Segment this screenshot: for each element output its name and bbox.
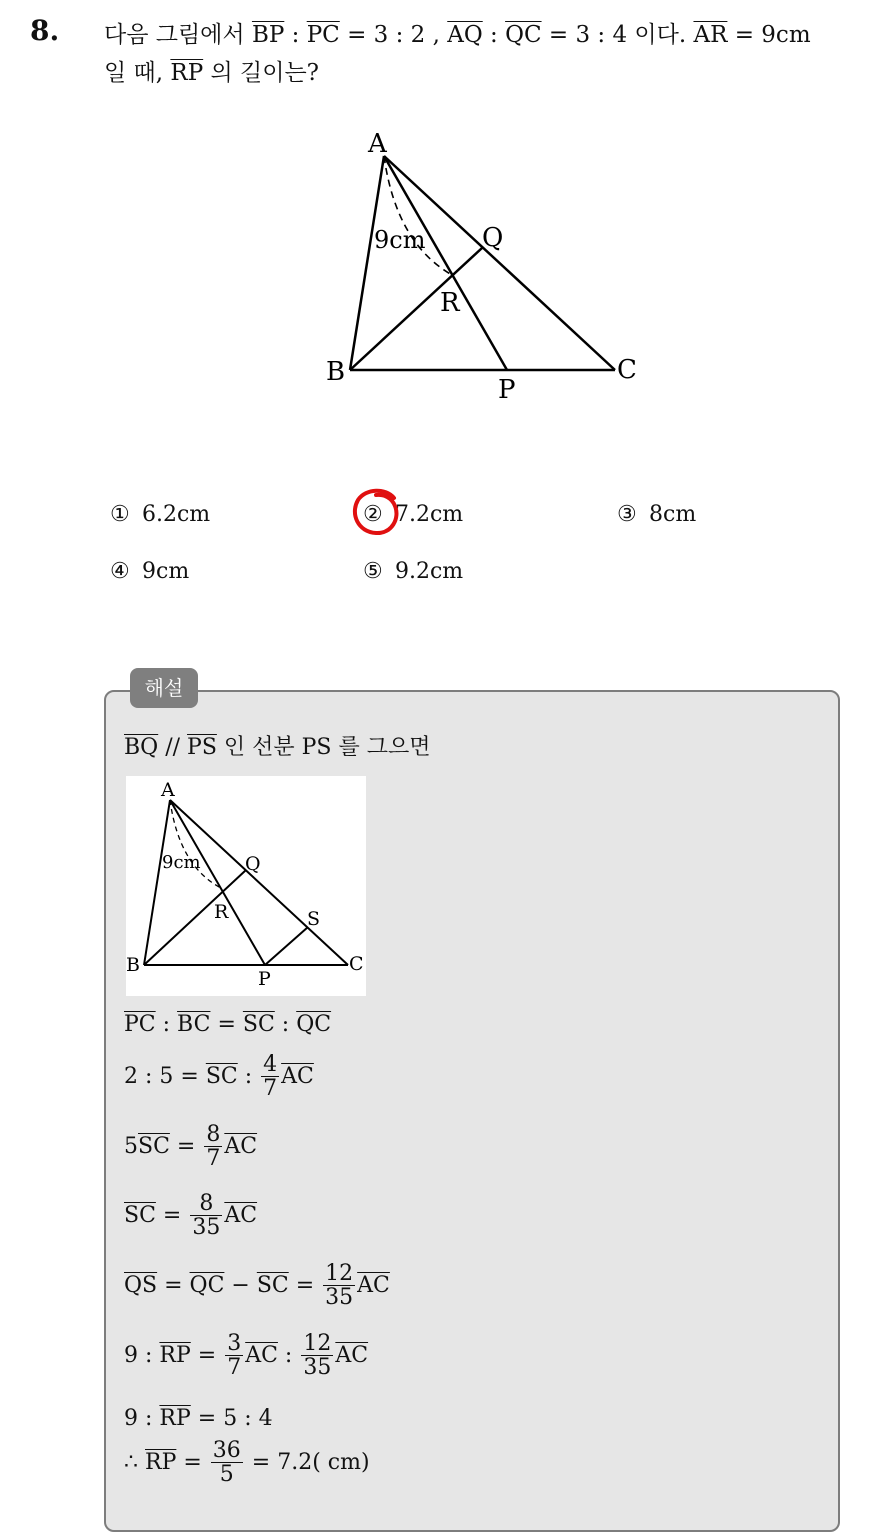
svg-text:C: C <box>349 953 364 975</box>
question-number: 8. <box>30 14 60 47</box>
question-text-line-2: 일 때, $\overline{RP}$ 의 길이는? <box>104 60 319 86</box>
svg-text:S: S <box>307 908 321 930</box>
svg-text:A: A <box>161 779 175 801</box>
choice-1[interactable]: ① 6.2cm <box>110 502 211 527</box>
solution-intro: $\overline{BQ} // \overline{PS}$ 인 선분 PS 를 그으면 <box>124 735 431 760</box>
solution-line-6: 9 : $\overline{RP}$ = $\frac{3}{7}$ $\overline{AC}$ : $\frac{12}{35}$ $\overline{AC}$ <box>124 1331 369 1380</box>
choice-2[interactable]: ② 7.2cm <box>363 502 464 527</box>
label-P: P <box>498 375 516 405</box>
choice-4[interactable]: ④ 9cm <box>110 559 190 584</box>
answer-circle-mark <box>350 486 402 538</box>
solution-line-7: 9 : $\overline{RP} = 5$ : 4 <box>124 1406 273 1431</box>
label-9cm: 9cm <box>374 226 426 254</box>
solution-line-4: $\overline{SC}$ = $\frac{8}{35}$ $\overline{AC}$ <box>124 1191 258 1240</box>
label-C: C <box>617 355 637 385</box>
svg-text:B: B <box>126 954 140 976</box>
segment-AC <box>384 156 615 370</box>
svg-text:Q: Q <box>245 853 261 875</box>
triangle-figure <box>310 118 650 418</box>
solution-line-2: 2 : $5 = \overline{SC}$ : $\frac{4}{7}$ $\overline{AC}$ <box>124 1052 314 1101</box>
segment-AP <box>384 156 507 370</box>
solution-line-3: $5\overline{SC}$ = $\frac{8}{7}$ $\overline{AC}$ <box>124 1122 258 1171</box>
choice-5[interactable]: ⑤ 9.2cm <box>363 559 464 584</box>
choice-3[interactable]: ③ 8cm <box>617 502 697 527</box>
svg-text:R: R <box>214 901 229 923</box>
solution-line-5: $\overline{QS} = \overline{QC} - \overline{SC}$ = $\frac{12}{35}$ $\overline{AC}$ <box>124 1261 390 1310</box>
solution-line-1: $\overline{PC}$ : $\overline{BC} = \overline{SC}$ : $\overline{QC}$ <box>124 1012 332 1037</box>
solution-figure <box>126 776 366 996</box>
svg-text:9cm: 9cm <box>162 852 201 873</box>
solution-label: 해설 <box>130 668 198 708</box>
solution-line-8: ∴ $\overline{RP}$ = $\frac{36}{5}$ = 7.2( cm) <box>124 1438 370 1487</box>
svg-text:P: P <box>258 968 271 990</box>
segment-AB <box>350 156 384 370</box>
question-text-line-1: 다음 그림에서 $\overline{BP}$ : $\overline{PC} = 3$ : 2 , $\overline{AQ}$ : $\overline{QC} = 3$ : 4 이다. $\overline{AR} = 9cm$ <box>104 22 811 48</box>
segment-BQ <box>350 248 482 370</box>
label-Q: Q <box>482 223 504 253</box>
label-B: B <box>326 357 346 387</box>
label-R: R <box>440 288 460 318</box>
label-A: A <box>368 129 387 159</box>
